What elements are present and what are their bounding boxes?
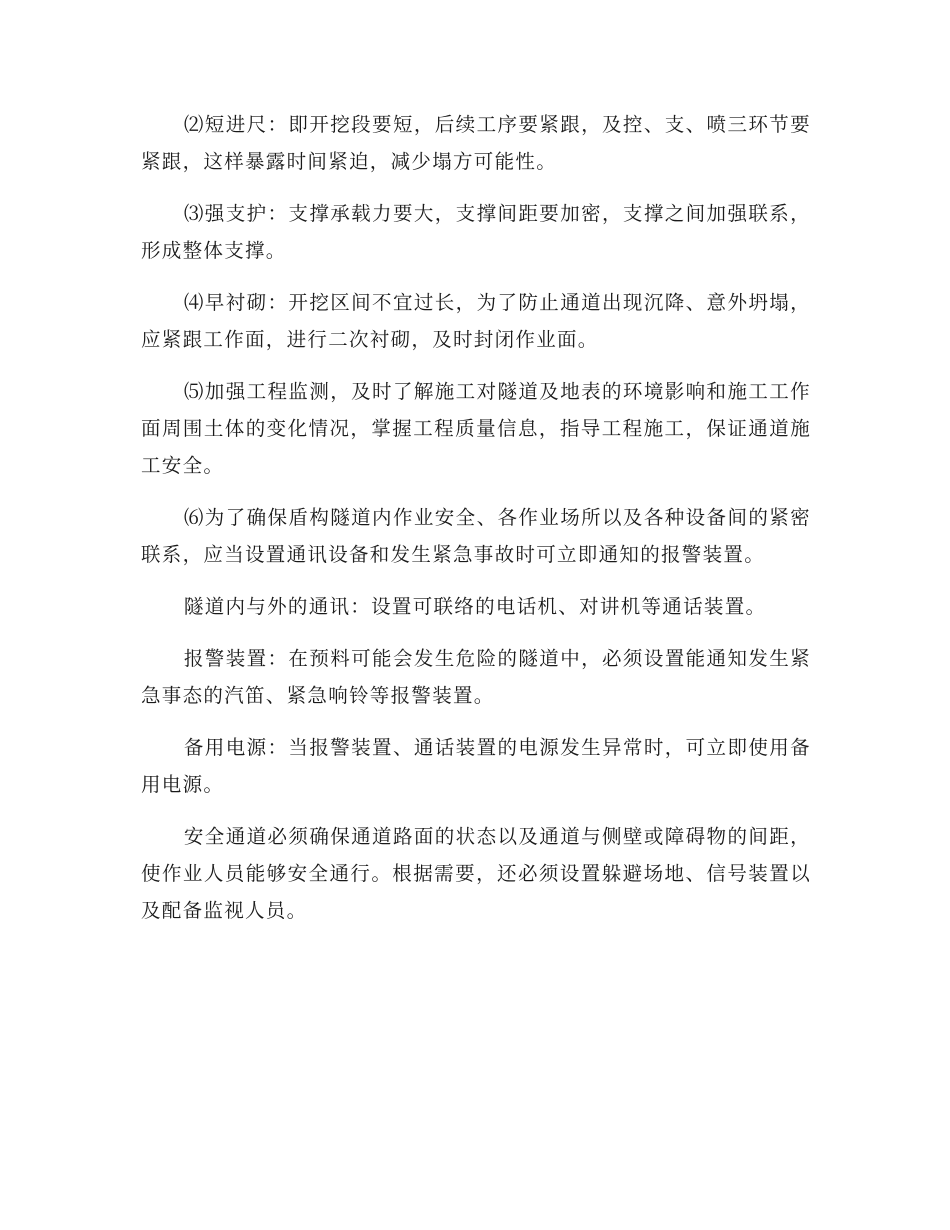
- paragraph-monitoring: ⑸加强工程监测，及时了解施工对隧道及地表的环境影响和施工工作面周围土体的变化情况，掌握工程质量信息，指导工程施工，保证通道施工安全。: [141, 380, 811, 477]
- paragraph-safety-passage: 安全通道必须确保通道路面的状态以及通道与侧壁或障碍物的间距，使作业人员能够安全通行。根据需要，还必须设置躲避场地、信号装置以及配备监视人员。: [141, 825, 811, 922]
- paragraph-early-lining: ⑷早衬砌：开挖区间不宜过长，为了防止通道出现沉降、意外坍塌，应紧跟工作面，进行二次衬砌，及时封闭作业面。: [141, 291, 811, 351]
- paragraph-strong-support: ⑶强支护：支撑承载力要大，支撑间距要加密，支撑之间加强联系，形成整体支撑。: [141, 202, 811, 262]
- document-body: [141, 106, 811, 944]
- paragraph-alarm-device: 报警装置：在预料可能会发生危险的隧道中，必须设置能通知发生紧急事态的汽笛、紧急响铃等报警装置。: [141, 647, 811, 707]
- paragraph-communication-alarm: ⑹为了确保盾构隧道内作业安全、各作业场所以及各种设备间的紧密联系，应当设置通讯设备和发生紧急事故时可立即通知的报警装置。: [141, 506, 811, 566]
- paragraph-tunnel-communication: 隧道内与外的通讯：设置可联络的电话机、对讲机等通话装置。: [183, 595, 767, 618]
- paragraph-backup-power: 备用电源：当报警装置、通话装置的电源发生异常时，可立即使用备用电源。: [141, 736, 811, 796]
- paragraph-short-excavation: ⑵短进尺：即开挖段要短，后续工序要紧跟，及控、支、喷三环节要紧跟，这样暴露时间紧迫，减少塌方可能性。: [141, 113, 811, 173]
